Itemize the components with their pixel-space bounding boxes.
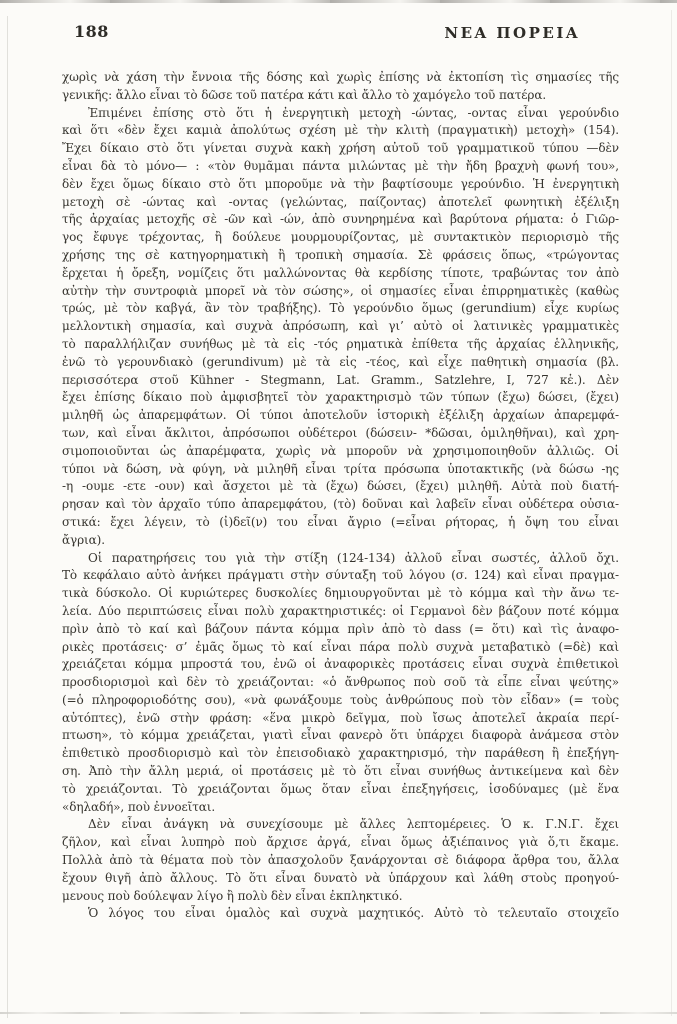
text-line: Ἔχει δίκαιο στὸ ὅτι γίνεται συχνὰ κακὴ χρήση αὐτοῦ τοῦ γραμματικοῦ τύπου —δὲν [62, 141, 619, 156]
text-line: δὲν ἔχει ὅμως δίκαιο στὸ ὅτι μποροῦμε νὰ τὴν βαφτίσουμε γερούνδιο. Ἡ ἐνεργητικὴ [62, 176, 619, 191]
text-line: ση. Ἀπὸ τὴν ἄλλη μεριά, οἱ προτάσεις μὲ τὸ ὅτι εἶναι συνήθως ἀντικείμενα καὶ δὲν [62, 764, 619, 779]
text-line: περισσότερα στοῦ Kühner - Stegmann, Lat. Gramm., Satzlehre, I, 727 κἑ.). Δὲν [62, 372, 619, 387]
text-line: χρήσης της σὲ κατηγορηματικὴ ἢ τροπικὴ σημασία. Σὲ φράσεις ὅπως, «τρώγοντας [62, 247, 619, 262]
text-line: των, καὶ εἶναι ἄκλιτοι, ἀπρόσωποι οὐδέτεροι (δώσειν- *δῶσαι, ὁμιληθῆναι), καὶ χρη- [62, 425, 619, 440]
text-line: μετοχὴ σὲ -ώντας καὶ -οντας (γελώντας, παίζοντας) ἀποτελεῖ φωνητικὴ ἐξέλιξη [62, 194, 619, 209]
page-number: 188 [74, 22, 109, 41]
text-line: Δὲν εἶναι ἀνάγκη νὰ συνεχίσουμε μὲ ἄλλες λεπτομέρειες. Ὁ κ. Γ.Ν.Γ. ἔχει [88, 817, 619, 832]
text-line: στικά: ἔχει λέγειν, τὸ (ἰ)δεῖ(ν) του εἶναι ἄγριο (=εἶναι ρήτορας, ἡ ὄψη του εἶναι [62, 514, 619, 529]
text-line: γενικῆς: ἄλλο εἶναι τὸ δῶσε τοῦ πατέρα κάτι καὶ ἄλλο τὸ χαμόγελο τοῦ πατέρα. [62, 87, 547, 102]
text-line: ζῆλον, καὶ εἶναι λυπηρὸ ποὺ ἄρχισε ἀργά, εἶναι ὅμως ἀξιέπαινος γιὰ ὅ,τι ἔκαμε. [62, 835, 619, 850]
text-line: χωρὶς νὰ χάση τὴν ἔννοια τῆς δόσης καὶ χωρὶς ἐπίσης νὰ ἐκτοπίση τὶς σημασίες τῆς [62, 70, 619, 84]
text-line: Τὸ κεφάλαιο αὐτὸ ἀνήκει πράγματι στὴν σύνταξη τοῦ λόγου (σ. 124) καὶ εἶναι πραγμα- [62, 568, 619, 583]
text-line: ἐπιθετικὸ προσδιορισμὸ καὶ τὸν ἐπεισοδιακὸ χαρακτηρισμό, τὴν παράθεση ἢ ἐπεξήγη- [62, 746, 619, 761]
text-line: ἔχουν θιγῆ ἀπὸ ἄλλους. Τὸ ὅτι εἶναι δυνατὸ νὰ ὑπάρχουν καὶ λάθη στοὺς προηγού- [62, 870, 619, 885]
text-line: χρειάζεται κόμμα μπροστά του, ἐνῶ οἱ ἀναφορικὲς προτάσεις εἶναι συχνὰ ἐπιθετικοὶ [62, 657, 619, 672]
text-line: -η -ουμε -ετε -ουν) καὶ ἄσχετοι μὲ τὰ (ἔχω) δώσει, (ἔχει) μιληθῆ. Αὐτὰ ποὺ διατή- [62, 479, 619, 494]
text-line: εἶναι δὰ τὸ μόνο— : «τὸν θυμᾶμαι πάντα μιλώντας μὲ τὴν ἤδη βραχνὴ φωνή του», [62, 158, 619, 173]
scan-edge-bottom [0, 1012, 677, 1014]
text-line: Ὁ λόγος του εἶναι ὁμαλὸς καὶ συχνὰ μαχητικός. Αὐτὸ τὸ τελευταῖο στοιχεῖο [88, 906, 619, 921]
text-line: (=ὁ πληροφοριοδότης σου), «νὰ φωνάξουμε τοὺς ἀνθρώπους ποὺ τὸν εἶδαν» (= τοὺς [62, 692, 619, 707]
text-line: «δηλαδή», ποὺ ἐννοεῖται. [62, 799, 216, 814]
page-text [62, 69, 619, 923]
text-line: τὸ παραλλήλιζαν συνήθως μὲ τὰ εἰς -τός ρηματικὰ ἐπίθετα τῆς ἀρχαίας ἑλληνικῆς, [62, 336, 619, 351]
text-line: λεία. Δύο περιπτώσεις εἶναι πολὺ χαρακτηριστικές: οἱ Γερμανοὶ δὲν βάζουν ποτέ κόμμα [62, 603, 619, 618]
text-line: αὐτόπτες), ἐνῶ στὴν φράση: «ἕνα μικρὸ δεῖγμα, ποὺ ἴσως ἀποτελεῖ ἀκραία περί- [62, 710, 619, 725]
text-line: τύποι νὰ δώση, νὰ φύγη, νὰ μιληθῆ εἶναι τρίτα πρόσωπα ὑποτακτικῆς (νὰ δώσω -ης [62, 461, 619, 476]
text-line: τικὰ δύσκολο. Οἱ κυριώτερες δυσκολίες δημιουργοῦνται μὲ τὸ κόμμα καὶ τὴν ἄνω τε- [62, 586, 619, 601]
text-line: ἐνῶ τὸ γερουνδιακὸ (gerundivum) μὲ τὰ εἰς -τέος, καὶ εἶχε παθητικὴ σημασία (βλ. [62, 354, 619, 369]
text-line: πρὶν ἀπὸ τὸ καί καὶ βάζουν πάντα κόμμα πρὶν ἀπὸ τὸ dass (= ὅτι) καὶ τὶς ἀναφο- [62, 621, 619, 636]
text-line: μελλοντικὴ σημασία, καὶ συχνὰ ἀπρόσωπη, καὶ γι’ αὐτὸ οἱ λατινικὲς γραμματικὲς [62, 319, 619, 334]
text-line: αὐτὴν τὴν συντροφιὰ μπορεῖ νὰ τὸν σώσης», οἱ σημασίες εἶναι ἐπιρρηματικὲς (καθὼς [62, 283, 619, 298]
scan-edge-left [7, 16, 8, 1018]
journal-title: ΝΕΑ ΠΟΡΕΙΑ [444, 24, 580, 42]
text-line: Ἐπιμένει ἐπίσης στὸ ὅτι ἡ ἐνεργητικὴ μετοχὴ -ώντας, -οντας εἶναι γερούνδιο [88, 105, 619, 120]
text-line: καὶ ὅτι «δὲν ἔχει καμιὰ ἀπολύτως σχέση μὲ τὴν κλιτὴ (πραγματικὴ) μετοχὴ» (154). [62, 123, 619, 138]
text-line: μενους ποὺ δούλεψαν λίγο ἢ πολὺ δὲν εἶναι ἐκπληκτικό. [62, 888, 403, 903]
paragraph [62, 816, 619, 905]
text-line: τρώς, μὲ τὸν καβγά, ἂν τὸν τραβήξης). Τὸ γερούνδιο ὅμως (gerundium) εἶχε κυρίως [62, 301, 619, 316]
text-line: ἄγρια). [62, 532, 105, 547]
text-line: γος ἔφυγε τρέχοντας, ἢ δούλευε μουρμουρίζοντας, μὲ συντακτικὸν περιορισμὸ τῆς [62, 230, 619, 245]
text-line: Πολλὰ ἀπὸ τὰ θέματα ποὺ τὸν ἀπασχολοῦν ξανάρχονται σὲ διάφορα ἄρθρα του, ἄλλα [62, 853, 619, 868]
text-line: ρικὲς προτάσεις· σ’ ἐμᾶς ὅμως τὸ καί εἶναι πάρα πολὺ συχνὰ μεταβατικὸ (=δὲ) καὶ [62, 639, 619, 654]
text-line: Οἱ παρατηρήσεις του γιὰ τὴν στίξη (124-134) ἀλλοῦ εἶναι σωστές, ἀλλοῦ ὄχι. [88, 550, 619, 565]
paragraph [62, 69, 619, 105]
text-line: ρησαν καὶ τὸν ἀρχαῖο τύπο ἀπαρεμφάτου, (τὸ) δοῦναι καὶ λαβεῖν εἶναι οὐδέτερα οὐσια- [62, 497, 619, 512]
paragraph [62, 905, 619, 923]
text-line: ἔρχεται ἡ ὄρεξη, νομίζεις ὅτι μαλλώνοντας θὰ κερδίσης τίποτε, τραβώντας τον ἀπὸ [62, 265, 619, 280]
text-line: προσδιορισμοὶ καὶ δὲν τὸ χρειάζονται: «ὁ ἄνθρωπος ποὺ σοῦ τὰ εἶπε εἶναι ψεύτης» [62, 675, 619, 690]
paragraph [62, 105, 619, 550]
text-line: τὸ χρειάζονται. Τὸ χρειάζονται ὅμως ὅταν εἶναι ἐπεξηγήσεις, ἰσοδύναμες (μὲ ἕνα [62, 781, 619, 796]
text-line: σιμοποιοῦνται ὡς ἀπαρέμφατα, χωρὶς νὰ μποροῦν νὰ χρησιμοποιηθοῦν ἀλλιῶς. Οἱ [62, 443, 619, 458]
text-line: τῆς ἀρχαίας μετοχῆς σὲ -ῶν καὶ -ών, ἀπὸ συνηρημένα καὶ βαρύτονα ρήματα: ὁ Γιῶρ- [62, 212, 619, 227]
scan-edge-top [0, 0, 677, 3]
text-line: μιληθῆ ὡς ἀπαρεμφάτων. Οἱ τύποι ἀποτελοῦν ἱστορικὴ ἐξέλιξη ἀρχαίων ἀπαρεμφά- [62, 408, 619, 423]
text-line: πτωση», τὸ κόμμα χρειάζεται, γιατὶ εἶναι φανερὸ ὅτι ὑπάρχει διαφορὰ ἀνάμεσα στὸν [62, 728, 619, 743]
text-line: ἔχει ἐπίσης δίκαιο ποὺ ἀμφισβητεῖ τὸν χαρακτηρισμὸ τῶν τύπων (ἔχω) δώσει, (ἔχει) [62, 390, 619, 405]
scan-edge-right [671, 10, 672, 1016]
paragraph [62, 550, 619, 817]
